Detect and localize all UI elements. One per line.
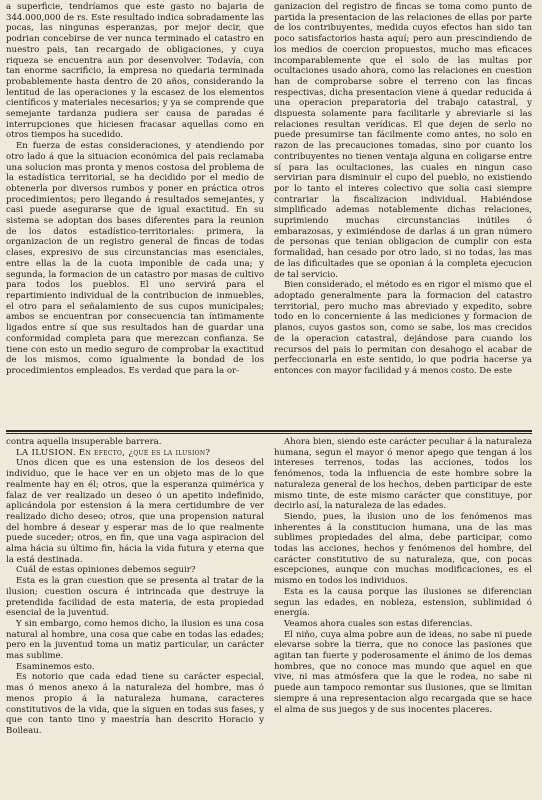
paragraph: Es notorio que cada edad tiene su carácter especial, mas ó menos anexo á la naturaleza del hombre, mas ó menos propio á la naturaleza humana, caracteres constitutivos de la vida, que la siguen en todas sus fases, y que con tanto tino y maestría han descrito Horacio y Boileau. [6,672,264,736]
paragraph: Esta es la gran cuestion que se presenta al tratar de la ilusion; cuestion oscura é intrincada que destruye la pretendida facilidad de esta materia, de esta propiedad esencial de la juventud. [6,576,264,619]
paragraph: El niño, cuya alma pobre aun de ideas, no sabe ni puede elevarse sobre la tierra, que no conoce las pasiones que agitan tan fuerte y poderosamente el ánimo de los demas hombres, que no conoce mas mundo que aquel en que vive, ni mas atmósfera que la que le rodea, no sabe ni puede aun tampoco remontar sus ilusiones, que se limitan siempre á una representacion algo recargada que se hace el alma de sus juegos y de sus inocentes placeres. [274,629,532,715]
top-left-column [6,2,264,429]
paragraph: contra aquella insuperable barrera. [6,437,162,447]
paragraph: Y sin embargo, como hemos dicho, la ilusion es una cosa natural al hombre, una cosa que cabe en todas las edades; pero en la juventud toma un matiz particular, un carácter mas sublime. [6,618,264,662]
paragraph: Unos dicen que es una estension de los deseos del individuo, que le hace ver en un objeto mas de lo que realmente hay en él; otros, que la esperanza quimérica y falaz de ver realizado un deseo ó un apetito indefinido, aplicándola por estension á la mera certidumbre de ver realizado dicho deseo; otros, que una propension natural del hombre á desear y esperar mas de lo que realmente puede suceder; otros, en fin, que una vaga aspiracion del alma hácia su último fin, hácia la vida futura y eterna que la está destinada. [6,458,264,565]
paragraph: Veamos ahora cuales son estas diferencias. [284,618,473,629]
paragraph: a superficie, tendríamos que este gasto no bajaria de 344.000,000 de rs. Este resultado indica sobradamente las pocas, las ningunas esperanzas, por mejor decir, que podrian concebirse de ver nunca terminado el catastro en nuestro pais, tan recargado de obligaciones, y cuya riqueza se encuentra aun por desenvolver. Todavía, con tan enorme sacrificio, la empresa no quedaria terminada probablemente hasta dentro de 20 años, considerando la lentitud de las operaciones y la escasez de los elementos científicos y materiales necesarios; y ya se comprende que semejante tardanza pudiera ser causa de paradas é interrupciones que hiciesen fracasar aquellas como en otros tiempos ha sucedido. [6,2,264,141]
paragraph: Siendo, pues, la ilusion uno de los fenómenos mas inherentes á la constitucion humana, una de las mas sublimes propiedades del alma, debe participar, como todas las acciones, hechos y fenómenos del hombre, del carácter constitutivo de su naturaleza, que, con pocas escepciones, aunque con muchas modificaciones, es el mismo en todos los individuos. [274,511,532,587]
top-article [6,2,532,429]
bottom-right-column [274,437,532,797]
section-divider [6,430,532,434]
paragraph: Esaminemos esto. [16,661,95,672]
paragraph: Ahora bien, siendo este carácter peculiar á la naturaleza humana, segun el mayor ó menor apego que tengan á los intereses terrenos, todas las acciones, todos los fenómenos, toda la influencia de este hombre sobre la naturaleza general de los hechos, deben participar de este mismo tinte, de este mismo carácter que constituye, por decirlo así, la naturaleza de las edades. [274,437,532,512]
section-heading: LA ILUSION. En efecto, ¿qué es la ilusion? [16,447,211,458]
top-right-column [274,2,532,429]
paragraph: ganizacion del registro de fincas se toma como punto de partida la presentacion de las relaciones de ellas por parte de los contribuyentes, medida cuyos efectos han sido tan poco satisfactorios hasta aquí; pero aun prescindiendo de los medios de coercion propuestos, mucho mas eficaces incomparablemente que el solo de las multas por ocultaciones usado ahora, como las relaciones en cuestion han de comprobarse sobre el terreno con las fincas respectivas, dicha presentacion viene á quedar reducida á una operacion preparatoria del trabajo catastral, y dispuesta solamente para facilitarle y abreviarle si las relaciones resultan verídicas. El que dejen de serlo no puede presumirse tan fácilmente como antes, no solo en razon de las precauciones tomadas, sino por cuanto los contribuyentes no tienen ventaja alguna en coligarse entre sí para las ocultaciones, las cuales en ningun caso servirian para disminuir el cupo del pueblo, no existiendo por lo tanto el interes colectivo que solia casi siempre contrariar la fiscalizacion individual. Habiéndose simplificado ademas notablemente dichas relaciones, suprimiendo muchas circunstancias inútiles ó embarazosas, y eximiéndose de darlas á un gran número de personas que tenian obligacion de cumplir con esta formalidad, han cesado por otro lado, si no todas, las mas de las dificultades que se oponian á la completa ejecucion de tal servicio. [274,2,532,280]
bottom-article [6,437,532,797]
paragraph: Esta es la causa porque las ilusiones se diferencian segun las edades, en nobleza, estension, sublimidad ó energía. [274,586,532,619]
paragraph: En fuerza de estas consideraciones, y atendiendo por otro lado á que la situacion económica del pais reclamaba una solucion mas pronta y menos costosa del problema de la estadística territorial, se ha decidido por el medio de obtenerla por diversos rumbos y poner en práctica otros procedimientos; pero llegando á resultados semejantes, y casi puede asegurarse que de igual exactitud. En su sistema se adoptan dos bases diferentes para la reunion de los datos estadístico-territoriales: primera, la organizacion de un registro general de fincas de todas clases, expresivo de sus circunstancias mas esenciales, entre ellas la de la cuota imponible de cada una; y segunda, la formacion de un catastro por masas de cultivo para todos los pueblos. El uno servirá para el repartimiento individual de la contribucion de inmuebles, el otro para el señalamiento de sus cupos municipales; ambos se encuentran por consecuencia tan íntimamente ligados entre sí que sus resultados han de guardar una conformidad completa para que merezcan confianza. Se tiene con esto un medio seguro de comprobar la exactitud de los mismos, como igualmente la bondad de los procedimientos empleados. Es verdad que para la or- [6,141,264,376]
bottom-left-column [6,437,264,797]
paragraph: Bien considerado, el método es en rigor el mismo que el adoptado generalmente para la formacion del catastro territorial, pero mucho mas abreviado y expedito, sobre todo en lo concerniente á las mediciones y formacion de planos, cuyos gastos son, como se sabe, los mas crecidos de la operacion catastral, dejándose para cuando los recursos del pais lo permitan con desahogo el acabar de perfeccionarla en este sentido, lo que podria hacerse ya entonces con mayor facilidad y á menos costo. De este [274,280,532,376]
paragraph: Cuál de estas opiniones debemos seguir? [16,565,196,576]
